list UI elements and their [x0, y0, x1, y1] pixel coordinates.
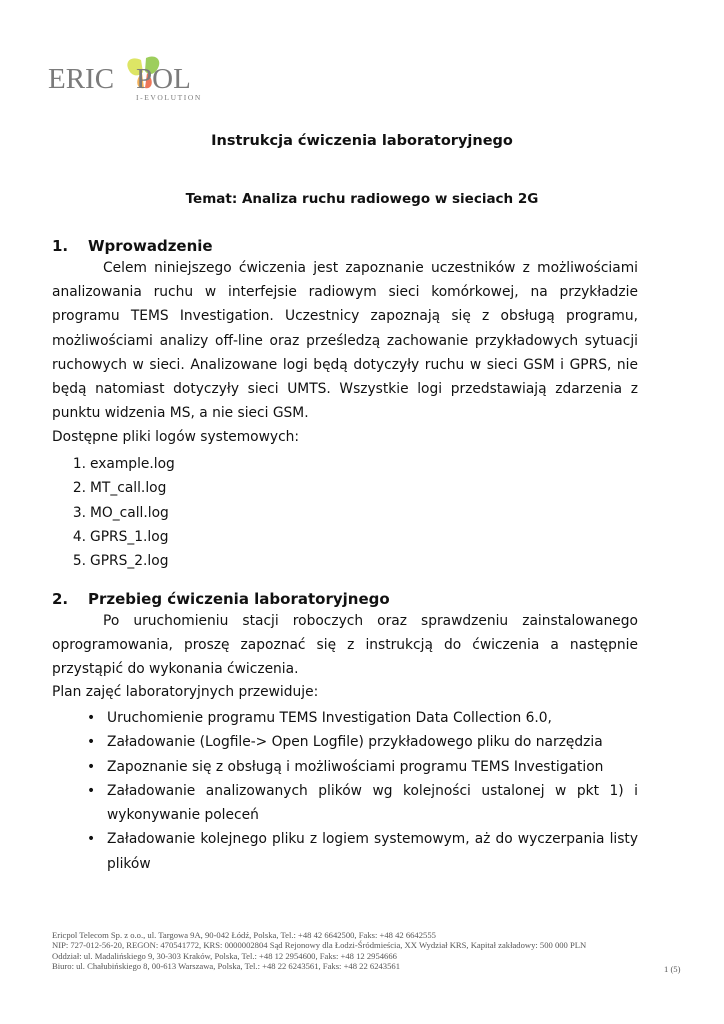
log-file-list — [52, 452, 175, 573]
list-item: 4. GPRS_1.log — [72, 528, 169, 545]
section-1-number: 1. — [52, 237, 69, 255]
log-files-intro: Dostępne pliki logów systemowych: — [52, 429, 300, 445]
list-item: • Załadowanie kolejnego pliku z logiem systemowym, aż do wyczerpania listy plików — [87, 831, 638, 872]
page-footer — [52, 930, 586, 971]
section-1-title: Wprowadzenie — [88, 237, 213, 255]
document-subject: Temat: Analiza ruchu radiowego w sieciach 2G — [185, 191, 539, 207]
footer-line: Oddział: ul. Madalińskiego 9, 30-303 Kraków, Polska, Tel.: +48 12 2954600, Faks: +48 12 2954666 — [52, 950, 397, 961]
logo-graphic — [48, 52, 208, 104]
document-title: Instrukcja ćwiczenia laboratoryjnego — [211, 133, 513, 149]
section-2-paragraph — [52, 609, 638, 682]
section-1-paragraph-text: Celem niniejszego ćwiczenia jest zapoznanie uczestników z możliwościami analizowania ruchu w interfejsie radiowym sieci komórkowej, na przykładzie programu TEMS Investigation. Uczestnicy zapoznają się z obsługą programu, możliwościami analizy off-line oraz prześledzą zachowanie przykładowych sytuacji ruchowych w sieci. Analizowane logi będą dotyczyły ruchu w sieci GSM i GPRS, nie będą natomiast dotyczyły sieci UMTS. Wszystkie logi przedstawiają zdarzenia z punktu widzenia MS, a nie sieci GSM. — [52, 260, 638, 422]
section-1-paragraph — [52, 256, 638, 425]
list-item: • Uruchomienie programu TEMS Investigation Data Collection 6.0, — [87, 710, 552, 726]
list-item: 3. MO_call.log — [72, 504, 169, 521]
company-logo — [48, 52, 208, 104]
logo-wordmark-prefix: ERIC — [48, 63, 115, 95]
section-1-heading — [52, 237, 213, 255]
plan-list — [52, 706, 638, 876]
footer-line: Ericpol Telecom Sp. z o.o., ul. Targowa 9A, 90-042 Łódź, Polska, Tel.: +48 42 6642500, Faks: +48 42 6642555 — [52, 930, 436, 940]
page-number: 1 (5) — [664, 964, 681, 974]
list-item: • Załadowanie analizowanych plików wg kolejności ustalonej w pkt 1) i wykonywanie poleceń — [87, 782, 638, 824]
list-item: • Załadowanie (Logfile-> Open Logfile) przykładowego pliku do narzędzia — [87, 734, 603, 751]
section-2-heading — [52, 590, 390, 608]
list-item: 5. GPRS_2.log — [72, 553, 169, 570]
footer-line: NIP: 727-012-56-20, REGON: 470541772, KRS: 0000002804 Sąd Rejonowy dla Łodzi-Śródmieścia, XX Wydział KRS, Kapitał zakładowy: 500 000 PLN — [52, 940, 587, 951]
section-2-title: Przebieg ćwiczenia laboratoryjnego — [88, 590, 390, 608]
logo-tagline: I-EVOLUTION — [136, 93, 202, 102]
list-item: 1. example.log — [72, 456, 175, 472]
section-2-paragraph-text: Po uruchomieniu stacji roboczych oraz sprawdzeniu zainstalowanego oprogramowania, proszę zapoznać się z instrukcją do ćwiczenia a następnie przystąpić do wykonania ćwiczenia. — [52, 613, 638, 678]
section-2-number: 2. — [52, 590, 69, 608]
list-item: 2. MT_call.log — [72, 480, 167, 497]
list-item: • Zapoznanie się z obsługą i możliwościami programu TEMS Investigation — [87, 758, 604, 775]
logo-wordmark-suffix: POL — [136, 63, 191, 95]
plan-intro: Plan zajęć laboratoryjnych przewiduje: — [52, 684, 319, 700]
footer-line: Biuro: ul. Chałubińskiego 8, 00-613 Warszawa, Polska, Tel.: +48 22 6243561, Faks: +48 22 6243561 — [52, 960, 400, 971]
